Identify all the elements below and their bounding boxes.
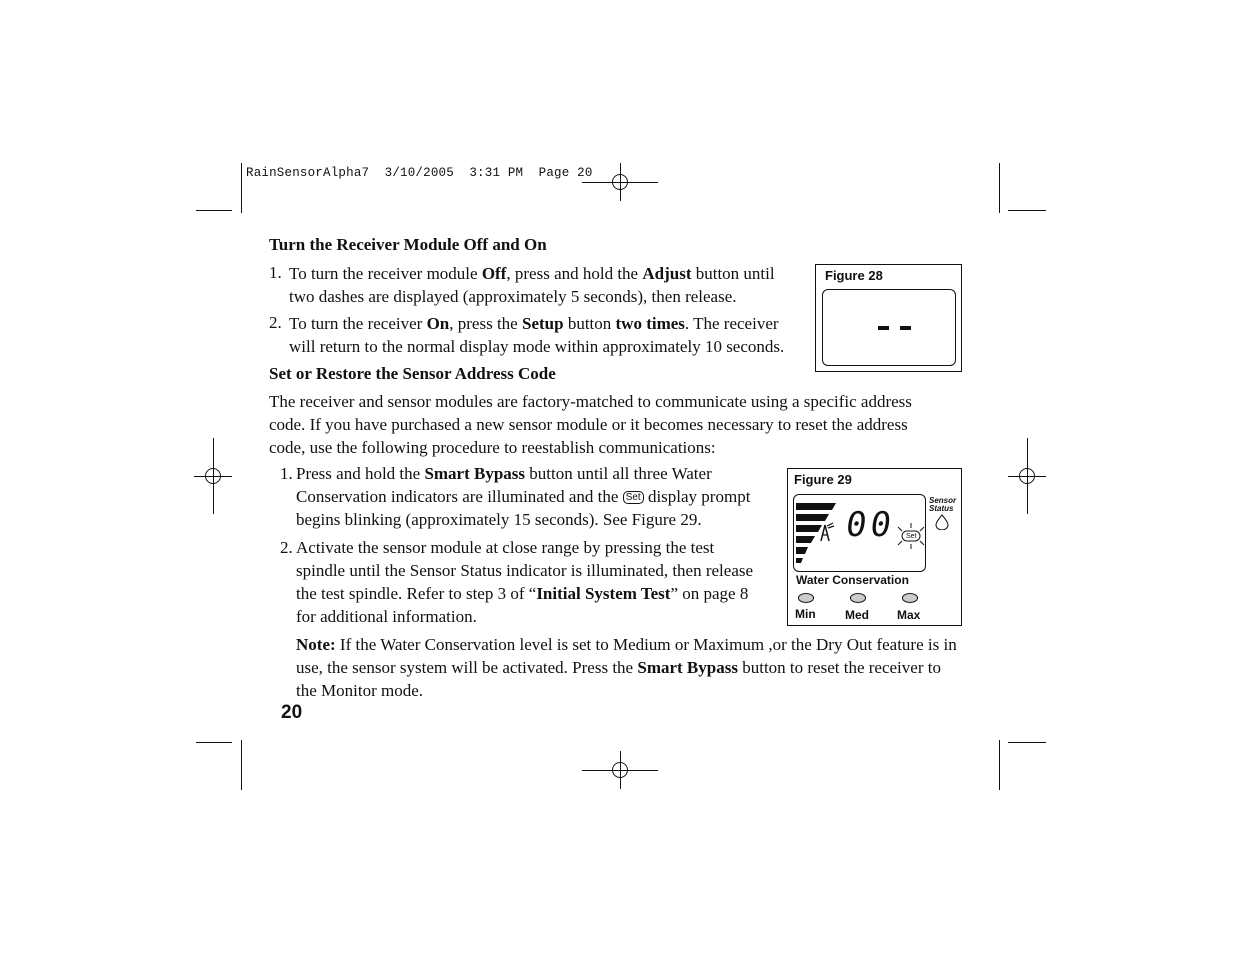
step-text: To turn the receiver module Off, press and hold the Adjust button until two dashes are displayed (approximately 5 seconds), then release. [289, 264, 775, 306]
print-slug: RainSensorAlpha7 3/10/2005 3:31 PM Page 20 [246, 166, 593, 180]
intro-paragraph: The receiver and sensor modules are factory-matched to communicate using a specific address code. If you have purchased a new sensor module or it becomes necessary to reset the address code, use the following procedure to reestablish communications: [269, 392, 912, 457]
registration-mark-icon [601, 751, 639, 789]
note-paragraph: Note: If the Water Conservation level is set to Medium or Maximum ,or the Dry Out feature is in use, the sensor system will be activated. Press the Smart Bypass button to reset the receiver to the Monitor mode. [296, 635, 957, 700]
lcd-display [793, 494, 926, 572]
crop-mark [196, 210, 232, 211]
level-med-label: Med [845, 608, 869, 622]
registration-mark-icon [194, 457, 232, 495]
section-heading: Turn the Receiver Module Off and On [269, 235, 547, 254]
registration-mark-icon [601, 163, 639, 201]
figure-28 [815, 264, 962, 372]
indicator-max-icon [901, 592, 919, 604]
level-min-label: Min [795, 607, 816, 621]
sensor-status-droplet-icon [935, 514, 949, 530]
step-number: 1. [280, 464, 293, 483]
step-text: Press and hold the Smart Bypass button until all three Water Conservation indicators are illuminated and the Set display prompt begins blinking (approximately 15 seconds). See Figure 29. [296, 464, 751, 529]
registration-mark-icon [1008, 457, 1046, 495]
figure-label: Figure 28 [825, 268, 883, 283]
set-icon: Set [623, 491, 644, 504]
lcd-digits: 00 [843, 505, 898, 545]
step-text: To turn the receiver On, press the Setup button two times. The receiver will return to the normal display mode within approximately 10 seconds. [289, 314, 785, 356]
crop-mark [999, 740, 1000, 790]
crop-mark [1008, 742, 1046, 743]
water-conservation-label: Water Conservation [796, 573, 909, 587]
step-number: 2. [280, 538, 293, 557]
section-heading: Set or Restore the Sensor Address Code [269, 364, 556, 383]
figure-label: Figure 29 [794, 472, 852, 487]
crop-mark [241, 163, 242, 213]
crop-mark [999, 163, 1000, 213]
crop-mark [1008, 210, 1046, 211]
sensor-status-label: Sensor Status [929, 496, 957, 513]
lcd-display [822, 289, 956, 366]
level-max-label: Max [897, 608, 921, 622]
sprinkler-icon [818, 521, 840, 551]
indicator-min-icon [797, 592, 815, 604]
step-number: 1. [269, 263, 282, 282]
step-text: Activate the sensor module at close range by pressing the test spindle until the Sensor Status indicator is illuminated, then release the test spindle. Refer to step 3 of “Initial System Test” on page 8 for additional information. [296, 538, 754, 626]
two-dashes-icon [823, 290, 957, 367]
figure-29 [787, 468, 962, 626]
crop-mark [196, 742, 232, 743]
crop-mark [241, 740, 242, 790]
indicator-med-icon [849, 592, 867, 604]
page-number: 20 [281, 702, 303, 723]
step-number: 2. [269, 313, 282, 332]
set-label: Set [906, 533, 917, 540]
